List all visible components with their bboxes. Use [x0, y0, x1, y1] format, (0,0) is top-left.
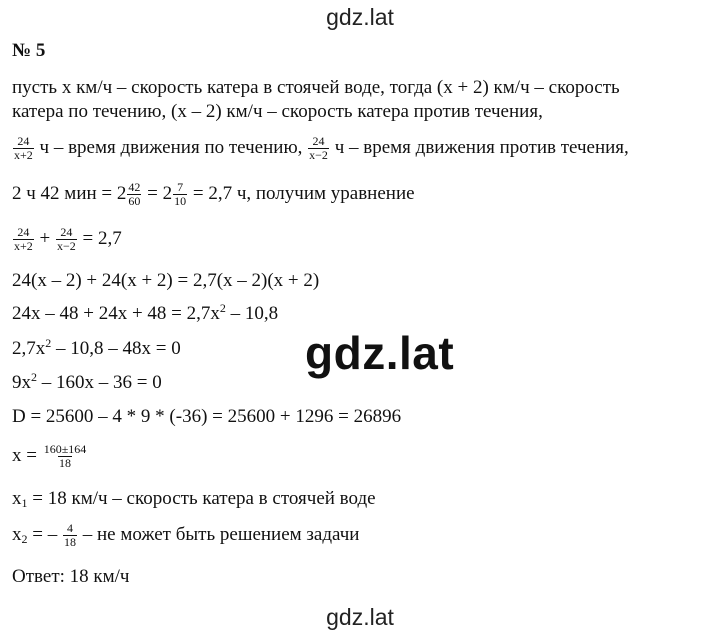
fraction: $\frac{24}{x+2}$ [14, 225, 33, 253]
fraction: $\frac{4}{18}$ [63, 521, 76, 549]
solution-line-7: $24x - 48 + 24x + 48 = 2,7x^2 - 10,8$ [12, 301, 279, 324]
fraction: $\frac{24}{x+2}$ [14, 134, 33, 162]
watermark-bottom: gdz.lat [326, 604, 394, 630]
roots-formula-line: x = $\frac{160\pm 164}{18}$ [12, 442, 87, 470]
solution-line-2: катера по течению, (x – 2) км/ч – скорость катера против течения, [12, 101, 543, 122]
solution-line-3: $\frac{24}{x+2}$ ч – время движения по течению, $\frac{24}{x-2}$ ч – время движения против течения, [14, 134, 629, 162]
solution-line-6: 24(x – 2) + 24(x + 2) = 2,7(x – 2)(x + 2) [12, 270, 320, 291]
solution-line-8: $2,7x^2 - 10,8 - 48x = 0$ [12, 336, 181, 359]
fraction: $\frac{24}{x-2}$ [57, 225, 76, 253]
solution-line-4: 2 ч 42 мин = 2 $\frac{42}{60}$ = 2 $\frac{7}{10}$ = 2,7 ч, получим уравнение [12, 180, 415, 208]
watermark-center: gdz.lat [305, 327, 455, 379]
solution-line-1: пусть x км/ч – скорость катера в стоячей воде, тогда (x + 2) км/ч – скорость [12, 77, 620, 98]
root-2-line: $x_2$ = – $\frac{4}{18}$ – не может быть решением задачи [12, 521, 360, 549]
watermark-top: gdz.lat [326, 4, 394, 30]
equation-line: $\frac{24}{x+2}$ + $\frac{24}{x-2}$ = 2,7 [14, 225, 122, 253]
fraction: $\frac{160\pm 164}{18}$ [43, 442, 87, 470]
fraction: $\frac{42}{60}$ [128, 180, 141, 208]
solution-line-9: $9x^2 - 160x - 36 = 0$ [12, 370, 162, 393]
fraction: $\frac{7}{10}$ [174, 180, 187, 208]
problem-number: № 5 [12, 40, 46, 61]
root-1-line: $x_1 = 18$ км/ч – скорость катера в стоячей воде [12, 488, 376, 510]
discriminant-line: D = 25600 – 4 * 9 * (-36) = 25600 + 1296 = 26896 [12, 406, 402, 427]
fraction: $\frac{24}{x-2}$ [309, 134, 328, 162]
answer-line: Ответ: 18 км/ч [12, 566, 130, 587]
